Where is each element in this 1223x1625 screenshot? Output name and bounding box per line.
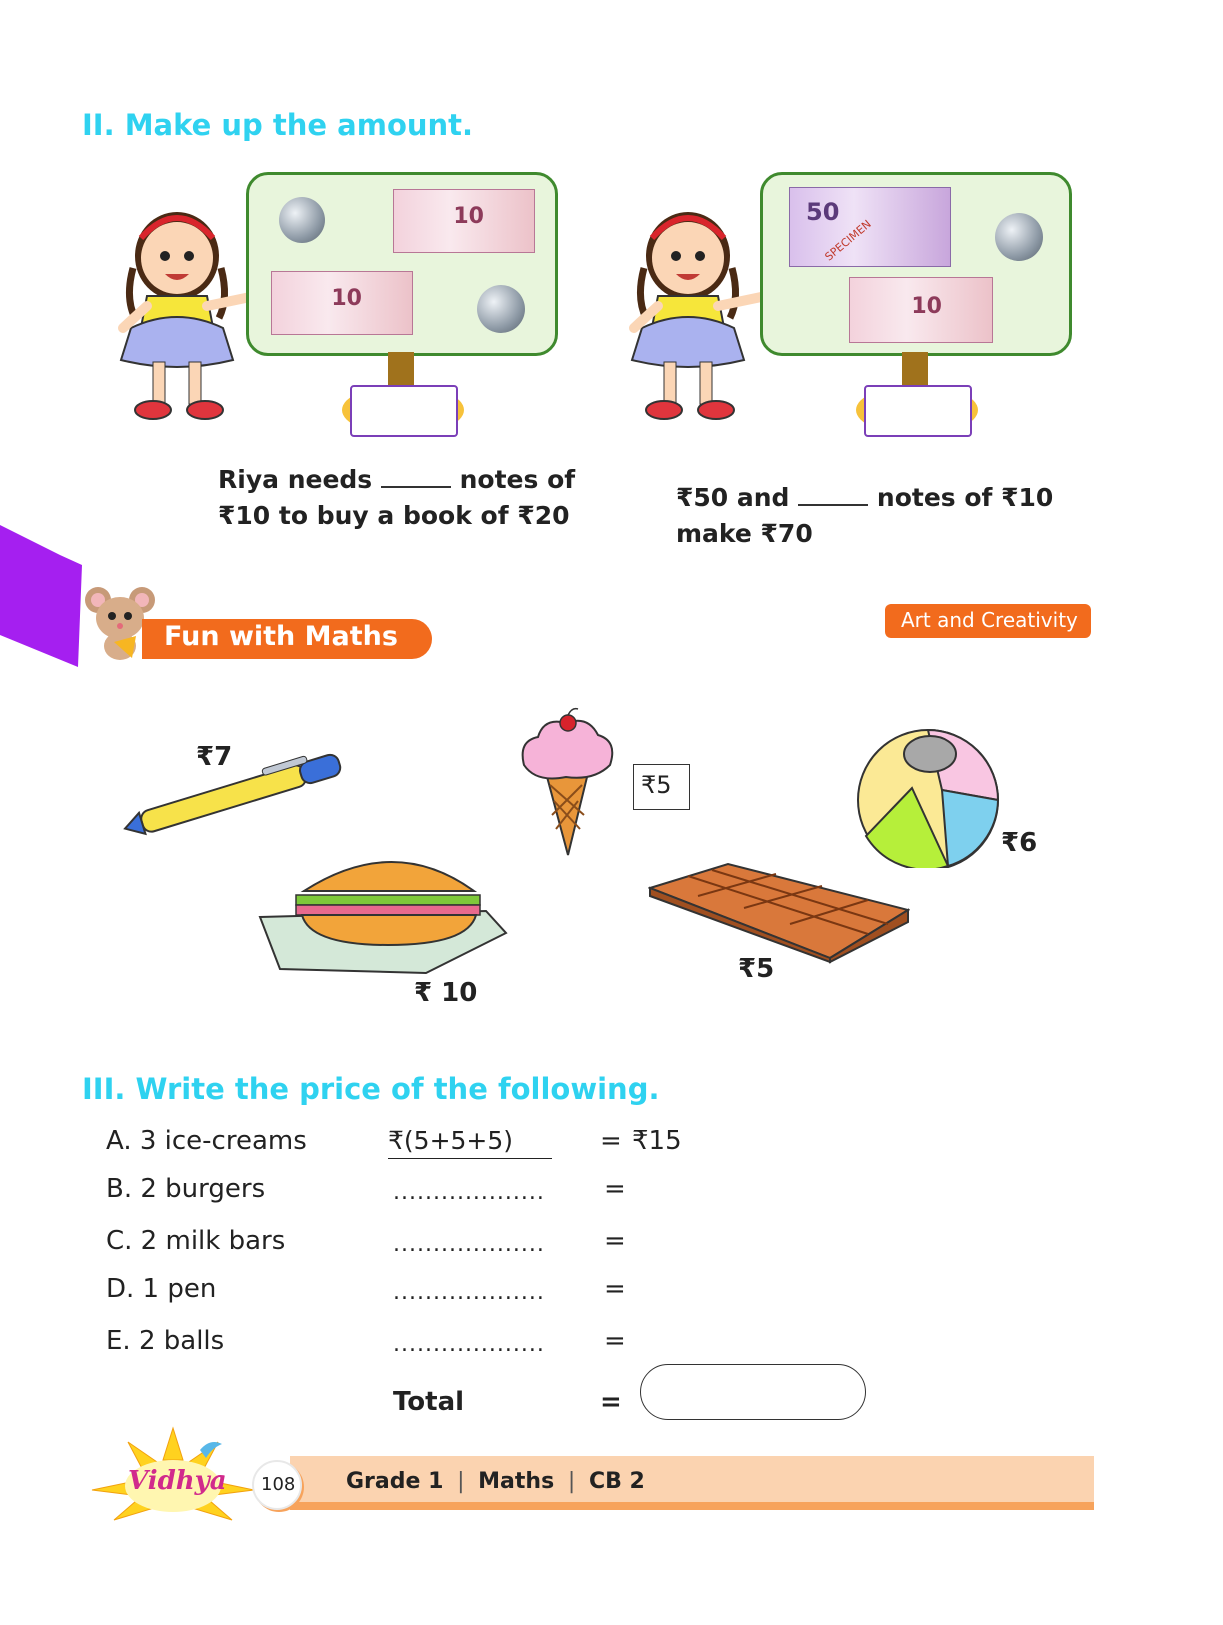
section-2-heading: II. Make up the amount. [82, 108, 474, 142]
board-post [902, 352, 928, 386]
footer-separator: | [457, 1469, 465, 1494]
footer-book-info [346, 1469, 645, 1494]
row-d-equals: = [604, 1274, 626, 1304]
chocolate-price: ₹5 [738, 954, 775, 984]
q2-text-a: ₹50 and [676, 483, 790, 512]
note-value: 10 [911, 294, 942, 319]
coin-icon [995, 213, 1043, 261]
row-b-equals: = [604, 1174, 626, 1204]
row-a-label: A. 3 ice-creams [106, 1126, 307, 1156]
ball-price: ₹6 [1001, 828, 1038, 858]
answer-box-1[interactable] [350, 385, 458, 437]
pen-icon [118, 750, 353, 840]
total-label: Total [393, 1387, 465, 1417]
ten-rupee-note [393, 189, 535, 253]
ten-rupee-note [271, 271, 413, 335]
ball-icon [852, 728, 1004, 868]
row-a-work [388, 1126, 552, 1159]
q2-text-c: make ₹70 [676, 519, 813, 548]
q2-text-b: notes of ₹10 [876, 483, 1054, 512]
art-creativity-tag [885, 604, 1091, 638]
row-c-work[interactable]: ................... [393, 1232, 545, 1257]
footer-band-edge [290, 1502, 1094, 1510]
girl-figure [121, 212, 255, 419]
ice-cream-price: ₹5 [641, 771, 672, 799]
note-value: 10 [331, 286, 362, 311]
answer-box-2[interactable] [864, 385, 972, 437]
fun-with-maths-banner [142, 619, 432, 659]
specimen-mark: SPECIMEN [822, 217, 874, 264]
art-creativity-label: Art and Creativity [901, 608, 1078, 632]
vidhya-logo-text: Vidhya [128, 1466, 227, 1496]
q1-text-a: Riya needs [218, 465, 373, 494]
fun-with-maths-title: Fun with Maths [164, 621, 398, 652]
note-value: 10 [453, 204, 484, 229]
board-post [388, 352, 414, 386]
ten-rupee-note [849, 277, 993, 343]
money-board-2 [760, 172, 1072, 356]
girl-figure [632, 212, 766, 419]
row-b-work[interactable]: ................... [393, 1180, 545, 1205]
row-a-work-text: ₹(5+5+5) [388, 1126, 514, 1155]
total-equals: = [600, 1387, 622, 1417]
coin-icon [279, 197, 325, 243]
question-1 [218, 462, 578, 534]
row-e-work[interactable]: ................... [393, 1332, 545, 1357]
q1-text-c: ₹10 to buy a book of ₹20 [218, 501, 570, 530]
row-d-work[interactable]: ................... [393, 1280, 545, 1305]
row-c-label: C. 2 milk bars [106, 1226, 286, 1256]
q1-text-b: notes of [459, 465, 576, 494]
girl-illustration-2 [606, 178, 776, 438]
q1-blank[interactable] [381, 486, 451, 488]
pen-price: ₹7 [196, 742, 233, 772]
section-3-heading: III. Write the price of the following. [82, 1072, 660, 1106]
burger-icon [256, 845, 510, 980]
ice-cream-icon [514, 705, 620, 861]
fifty-rupee-note [789, 187, 951, 267]
coin-icon [477, 285, 525, 333]
footer-subject: Maths [478, 1469, 555, 1494]
row-e-label: E. 2 balls [106, 1326, 225, 1356]
row-e-equals: = [604, 1326, 626, 1356]
money-board-1 [246, 172, 558, 356]
row-a-equals: = [600, 1126, 622, 1156]
page-number: 108 [261, 1474, 296, 1495]
note-value: 50 [806, 198, 840, 226]
chocolate-bar-icon [648, 862, 910, 964]
total-answer-box[interactable] [640, 1364, 866, 1420]
girl-illustration-1 [95, 178, 265, 438]
row-d-label: D. 1 pen [106, 1274, 217, 1304]
row-c-equals: = [604, 1226, 626, 1256]
footer-book: CB 2 [588, 1469, 645, 1494]
footer-grade: Grade 1 [346, 1469, 444, 1494]
burger-price: ₹ 10 [414, 978, 478, 1008]
purple-side-tab [0, 525, 90, 670]
row-b-label: B. 2 burgers [106, 1174, 266, 1204]
question-2 [676, 480, 1076, 552]
row-a-answer: ₹15 [632, 1126, 682, 1156]
footer-separator: | [567, 1469, 576, 1494]
ice-cream-price-box [633, 764, 690, 810]
q2-blank[interactable] [798, 504, 868, 506]
page-number-badge [252, 1460, 302, 1510]
